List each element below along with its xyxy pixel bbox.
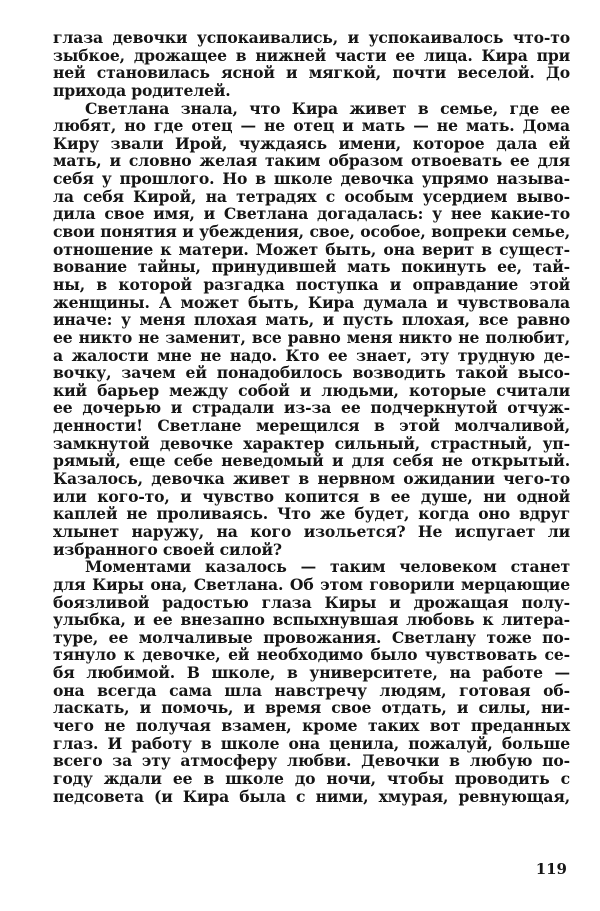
text-line: ласкать, и помочь, и время свое отдать, и силы, ни- — [53, 698, 570, 718]
text-line: году ждали ее в школе до ночи, чтобы проводить с — [53, 768, 570, 788]
text-line: всего за эту атмосферу любви. Девочки в любую по- — [53, 751, 570, 771]
text-line: а жалости мне не надо. Кто ее знает, эту трудную де- — [53, 345, 570, 365]
text-line: туре, ее молчаливые провожания. Светлану тоже по- — [53, 627, 570, 647]
text-line: тянуло к девочке, ей необходимо было чувствовать се- — [53, 645, 570, 665]
text-line: иначе: у меня плохая мать, и пусть плохая, все равно — [53, 310, 570, 330]
text-line: каплей не проливаясь. Что же будет, когда оно вдруг — [53, 504, 570, 524]
text-line: любят, но где отец — не отец и мать — не мать. Дома — [53, 116, 570, 136]
text-line: для Киры она, Светлана. Об этом говорили мерцающие — [53, 574, 570, 594]
paragraph — [53, 558, 570, 805]
text-line: дила свое имя, и Светлана догадалась: у нее какие-то — [53, 204, 570, 224]
text-line: себя у прошлого. Но в школе девочка упрямо называ- — [53, 169, 570, 189]
text-line: ны, в которой разгадка поступка и оправдание этой — [53, 274, 570, 294]
text-line: ла себя Кирой, на тетрадях с особым усердием выво- — [53, 186, 570, 206]
paragraph — [53, 29, 570, 100]
text-line: денности! Светлане мерещился в этой молчаливой, — [53, 416, 570, 436]
text-line: Светлана знала, что Кира живет в семье, где ее — [85, 98, 570, 118]
text-line: Казалось, девочка живет в нервном ожидании чего-то — [53, 469, 570, 489]
text-line: избранного своей силой? — [53, 539, 282, 559]
text-line: чего не получая взамен, кроме таких вот преданных — [53, 715, 570, 735]
text-line: или кого-то, и чувство копится в ее душе, ни одной — [53, 486, 570, 506]
text-line: улыбка, и ее внезапно вспыхнувшая любовь к литера- — [53, 610, 570, 630]
text-line: свои понятия и убеждения, свое, особое, вопреки семье, — [53, 222, 570, 242]
text-line: Киру звали Ирой, чуждаясь имени, которое дала ей — [53, 133, 570, 153]
text-line: ней становилась ясной и мягкой, почти веселой. До — [53, 63, 570, 83]
text-line: зыбкое, дрожащее в нижней части ее лица. Кира при — [53, 45, 570, 65]
text-line: Моментами казалось — таким человеком станет — [85, 557, 570, 577]
text-line: педсовета (и Кира была с ними, хмурая, ревнующая, — [53, 786, 570, 806]
text-line: отношение к матери. Может быть, она верит в сущест- — [53, 239, 570, 259]
text-line: глаза девочки успокаивались, и успокаивалось что-то — [53, 28, 570, 47]
text-line: прихода родителей. — [53, 80, 231, 100]
text-line: женщины. А может быть, Кира думала и чувствовала — [53, 292, 570, 312]
text-line: замкнутой девочке характер сильный, страстный, уп- — [53, 433, 570, 453]
text-line: вование тайны, принудившей мать покинуть ее, тай- — [53, 257, 570, 277]
text-line: кий барьер между собой и людьми, которые считали — [53, 380, 570, 400]
text-line: рямый, еще себе неведомый и для себя не открытый. — [53, 451, 570, 471]
text-line: ее дочерью и страдали из-за ее подчеркнутой отчуж- — [53, 398, 570, 418]
text-line: ее никто не заменит, все равно меня никто не полюбит, — [53, 327, 570, 347]
text-line: вочку, зачем ей понадобилось возводить такой высо- — [53, 363, 570, 383]
paragraph — [53, 100, 570, 559]
text-line: бя любимой. В школе, в университете, на работе — — [53, 663, 570, 683]
book-page-text — [53, 29, 570, 805]
page-number: 119 — [535, 860, 567, 878]
text-line: боязливой радостью глаза Киры и дрожащая полу- — [53, 592, 570, 612]
text-line: хлынет наружу, на кого изольется? Не испугает ли — [53, 521, 570, 541]
text-line: глаз. И работу в школе она ценила, пожалуй, больше — [53, 733, 570, 753]
text-line: мать, и словно желая таким образом отвоевать ее для — [53, 151, 570, 171]
text-line: она всегда сама шла навстречу людям, готовая об- — [53, 680, 570, 700]
